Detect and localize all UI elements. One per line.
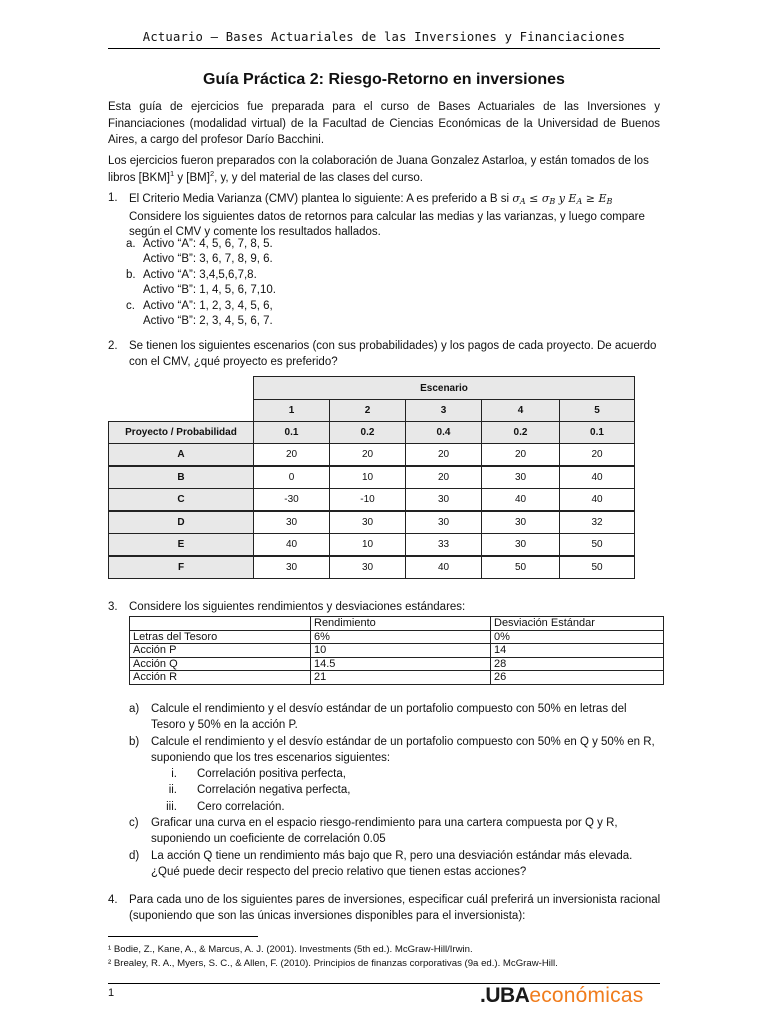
payoff-cell: 10 (329, 533, 406, 556)
probability-cell: 0.1 (253, 421, 330, 444)
cmv-formula (512, 192, 612, 205)
q3-b-subitem (129, 766, 669, 782)
project-label: B (108, 466, 254, 489)
q3-b-subitems (129, 766, 669, 815)
q1-item (126, 252, 626, 267)
question-4-text: Para cada uno de los siguientes pares de inversiones, especificar cuál preferirá un inversionista racional (suponiendo que son las únicas inversiones disponibles para el inversionista): (129, 894, 661, 922)
project-label: C (108, 488, 254, 511)
returns-table-cell: Acción R (130, 671, 311, 685)
payoff-cell: 40 (481, 488, 560, 511)
scenario-table (108, 376, 634, 578)
probability-cell: 0.2 (481, 421, 560, 444)
payoff-cell: 40 (559, 488, 635, 511)
payoff-cell: 40 (405, 556, 482, 579)
returns-table-cell: Acción Q (130, 657, 311, 671)
footnote-ref-1: 1 (170, 168, 175, 178)
q3-item-b (129, 734, 669, 767)
returns-table-cell: 28 (491, 657, 664, 671)
returns-table-row (130, 671, 664, 685)
q3-item-d (129, 848, 669, 881)
returns-table (129, 616, 664, 685)
q3-item-a (129, 701, 669, 734)
logo-uba-text: .UBA (480, 984, 530, 1007)
payoff-cell: 30 (405, 511, 482, 534)
returns-table-cell: Acción P (130, 644, 311, 658)
probability-cell: 0.1 (559, 421, 635, 444)
footnote-1: ¹ Bodie, Z., Kane, A., & Marcus, A. J. (2001). Investments (5th ed.). McGraw-Hill/Irwin. (108, 944, 473, 955)
q3-c-text: Graficar una curva en el espacio riesgo-rendimiento para una cartera compuesta por Q y R, suponiendo un coeficiente de correlación 0.05 (151, 817, 618, 846)
returns-table-cell: Desviación Estándar (491, 617, 664, 631)
payoff-cell: -10 (329, 488, 406, 511)
question-3-text: Considere los siguientes rendimientos y desviaciones estándares: (129, 601, 466, 613)
payoff-cell: 30 (253, 511, 330, 534)
payoff-cell: 20 (253, 443, 330, 466)
returns-table-row (130, 644, 664, 658)
returns-table-row (130, 657, 664, 671)
payoff-cell: 30 (329, 556, 406, 579)
q3-b-subitem (129, 799, 669, 815)
q1-item-text: Activo “B”: 1, 4, 5, 6, 7,10. (143, 284, 276, 297)
returns-table-cell: 21 (311, 671, 491, 685)
returns-table-row (130, 630, 664, 644)
page-number: 1 (108, 987, 115, 999)
returns-table-cell: 6% (311, 630, 491, 644)
q3-a-text: Calcule el rendimiento y el desvío estándar de un portafolio compuesto con 50% en letras del Tesoro y 50% en la acción P. (151, 703, 627, 732)
payoff-cell: 30 (405, 488, 482, 511)
payoff-cell: 50 (481, 556, 560, 579)
payoff-cell: 20 (481, 443, 560, 466)
q1-item-label: a. (126, 238, 136, 250)
payoff-cell: 30 (481, 533, 560, 556)
intro-p2-a: Los ejercicios fueron preparados con la colaboración de Juana Gonzalez Astarloa, y están tomados de los libros [BKM] (108, 155, 649, 184)
returns-table-cell: Rendimiento (311, 617, 491, 631)
row-header: Proyecto / Probabilidad (108, 421, 254, 444)
probability-cell: 0.2 (329, 421, 406, 444)
scenario-number: 4 (481, 399, 560, 422)
payoff-cell: 30 (329, 511, 406, 534)
payoff-cell: 33 (405, 533, 482, 556)
q3-d-text: La acción Q tiene un rendimiento más bajo que R, pero una desviación estándar más elevada. ¿Qué puede decir respecto del precio relativo que tienen estas acciones? (151, 849, 633, 878)
returns-table-cell: 0% (491, 630, 664, 644)
payoff-cell: 20 (329, 443, 406, 466)
logo-economicas-text: económicas (529, 984, 644, 1007)
q1-item-label: c. (126, 299, 135, 312)
question-1-number: 1. (108, 192, 118, 204)
page-title: Guía Práctica 2: Riesgo-Retorno en inversiones (203, 71, 565, 88)
question-3-subitems (129, 701, 669, 880)
q3-b-subitem-text: Correlación negativa perfecta, (197, 784, 351, 797)
returns-table-header (130, 617, 664, 631)
payoff-cell: -30 (253, 488, 330, 511)
header-rule (108, 48, 660, 49)
footnote-rule (108, 936, 258, 937)
payoff-cell: 40 (559, 466, 635, 489)
q1-item (126, 237, 626, 252)
intro-paragraph-2 (108, 153, 660, 186)
q1-line1-text: El Criterio Media Varianza (CMV) plantea lo siguiente: A es preferido a B si (129, 193, 513, 205)
question-4-number: 4. (108, 894, 118, 906)
q1-item-text: Activo “A”: 1, 2, 3, 4, 5, 6, (143, 299, 273, 312)
payoff-cell: 30 (253, 556, 330, 579)
project-label: F (108, 556, 254, 579)
payoff-cell: 20 (405, 443, 482, 466)
returns-table-cell: 26 (491, 671, 664, 685)
question-1-line1 (129, 191, 664, 210)
payoff-cell: 30 (481, 511, 560, 534)
q1-item-text: Activo “A”: 4, 5, 6, 7, 8, 5. (143, 238, 273, 250)
payoff-cell: 20 (559, 443, 635, 466)
q3-b-subitem-label: i. (171, 768, 177, 781)
scenario-number: 1 (253, 399, 330, 422)
q1-item-text: Activo “B”: 2, 3, 4, 5, 6, 7. (143, 314, 273, 327)
intro-p2-c: , y, y del material de las clases del curso. (214, 171, 423, 184)
q3-b-text: Calcule el rendimiento y el desvío estándar de un portafolio compuesto con 50% en Q y 50% en R, suponiendo que los tres escenarios siguientes: (151, 735, 655, 764)
payoff-cell: 30 (481, 466, 560, 489)
question-2-text: Se tienen los siguientes escenarios (con sus probabilidades) y los pagos de cada proyecto. De acuerdo con el CMV, ¿qué proyecto es preferido? (129, 340, 657, 368)
intro-paragraph-1: Esta guía de ejercicios fue preparada para el curso de Bases Actuariales de las Inversiones y Financiaciones (modalidad virtual) de la Facultad de Ciencias Económicas de la Universidad de Buenos Aires, a cargo del profesor Darío Bacchini. (108, 101, 660, 146)
q3-d-label: d) (129, 849, 140, 862)
q3-b-subitem-label: iii. (166, 800, 177, 813)
scenario-number: 3 (405, 399, 482, 422)
returns-table-cell (130, 617, 311, 631)
returns-table-cell: 10 (311, 644, 491, 658)
payoff-cell: 32 (559, 511, 635, 534)
q3-b-subitem (129, 782, 669, 798)
q3-b-subitem-text: Cero correlación. (197, 800, 285, 813)
scenario-number: 2 (329, 399, 406, 422)
q1-item (126, 299, 626, 314)
payoff-cell: 50 (559, 533, 635, 556)
q3-item-c (129, 815, 669, 848)
question-1-items (126, 237, 626, 329)
returns-table-cell: 14 (491, 644, 664, 658)
scenario-number: 5 (559, 399, 635, 422)
payoff-cell: 20 (405, 466, 482, 489)
uba-economicas-logo (480, 984, 643, 1008)
payoff-cell: 50 (559, 556, 635, 579)
probability-cell: 0.4 (405, 421, 482, 444)
q1-item (126, 268, 626, 283)
q1-item-text: Activo “A”: 3,4,5,6,7,8. (143, 268, 257, 281)
returns-table-cell: 14.5 (311, 657, 491, 671)
question-3-number: 3. (108, 601, 118, 613)
q1-item (126, 314, 626, 329)
project-label: D (108, 511, 254, 534)
q1-item (126, 283, 626, 298)
q3-b-label: b) (129, 735, 140, 748)
payoff-cell: 10 (329, 466, 406, 489)
payoff-cell: 40 (253, 533, 330, 556)
project-label: A (108, 443, 254, 466)
q1-item-label: b. (126, 268, 136, 281)
footnote-2: ² Brealey, R. A., Myers, S. C., & Allen, F. (2010). Principios de finanzas corporativas (9a ed.). McGraw-Hill. (108, 958, 558, 969)
project-label: E (108, 533, 254, 556)
question-2-number: 2. (108, 340, 118, 352)
returns-table-cell: Letras del Tesoro (130, 630, 311, 644)
formula-text: $\sigma_A \le \sigma_B$ y $E_A \ge E_B$ (512, 192, 613, 206)
q3-b-subitem-label: ii. (168, 784, 177, 797)
question-1-text (129, 191, 664, 241)
footnote-ref-2: 2 (209, 168, 215, 178)
payoff-cell: 0 (253, 466, 330, 489)
running-header: Actuario – Bases Actuariales de las Inversiones y Financiaciones (142, 30, 626, 44)
q3-b-subitem-text: Correlación positiva perfecta, (197, 768, 346, 781)
q1-item-text: Activo “B”: 3, 6, 7, 8, 9, 6. (143, 253, 273, 266)
scenario-header: Escenario (253, 376, 635, 400)
question-1-line2: Considere los siguientes datos de retornos para calcular las medias y las varianzas, y luego compare según el CMV y comente los resultados hallados. (129, 210, 645, 238)
intro-p2-b: y [BM] (174, 171, 210, 184)
q3-a-label: a) (129, 703, 140, 715)
q3-c-label: c) (129, 817, 139, 830)
